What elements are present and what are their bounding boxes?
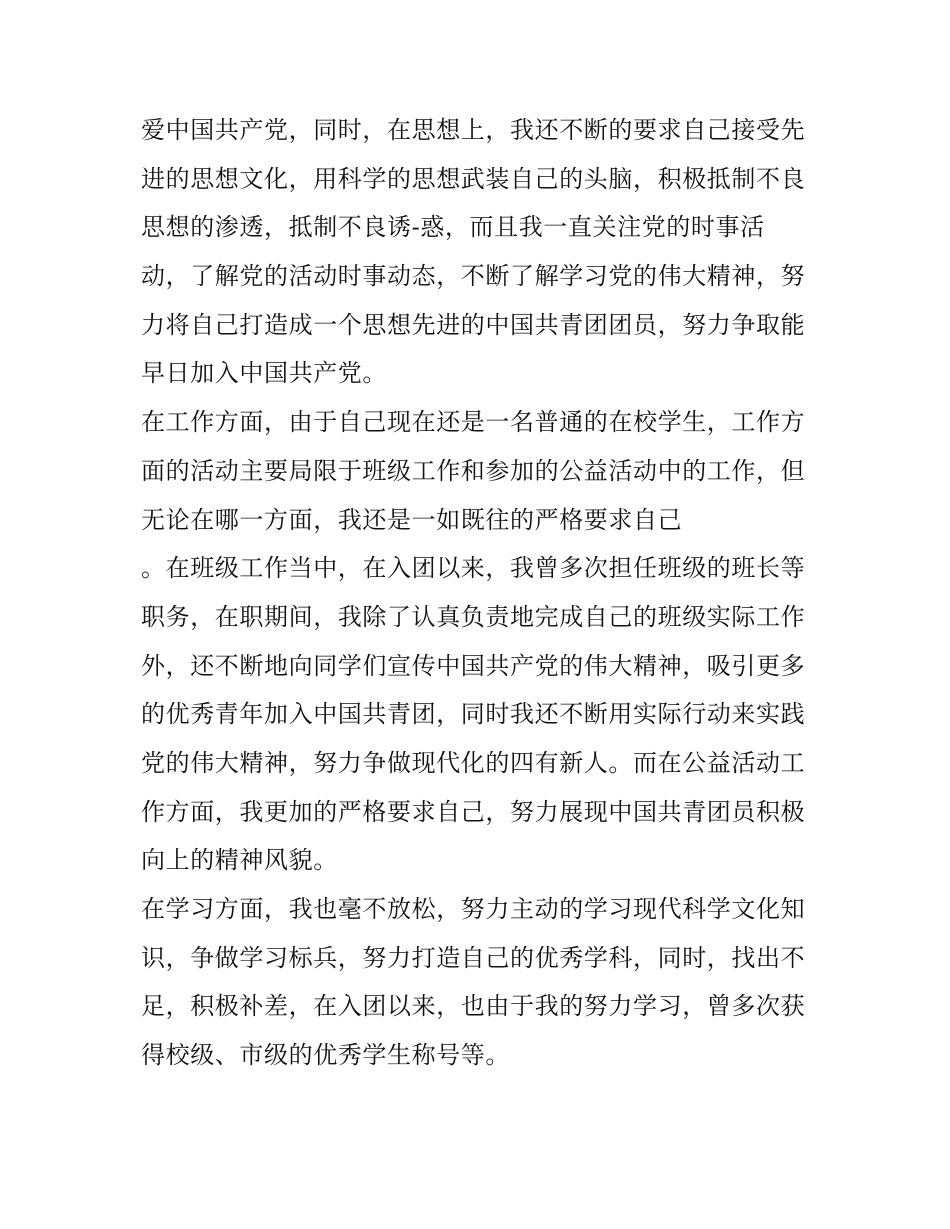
text-line: 在工作方面，由于自己现在还是一名普通的在校学生，工作方 — [141, 408, 806, 437]
text-line: 作方面，我更加的严格要求自己，努力展现中国共青团员积极 — [141, 797, 806, 826]
text-line: 党的伟大精神，努力争做现代化的四有新人。而在公益活动工 — [141, 748, 806, 777]
text-line: 向上的精神风貌。 — [141, 846, 338, 875]
text-line: 进的思想文化，用科学的思想武装自己的头脑，积极抵制不良 — [141, 164, 806, 193]
text-line: 外，还不断地向同学们宣传中国共产党的伟大精神，吸引更多 — [141, 651, 806, 680]
text-line: 足，积极补差，在入团以来，也由于我的努力学习，曾多次获 — [141, 992, 806, 1021]
text-line: 的优秀青年加入中国共青团，同时我还不断用实际行动来实践 — [141, 700, 806, 729]
text-line: 早日加入中国共产党。 — [141, 359, 387, 388]
text-line: 。在班级工作当中，在入团以来，我曾多次担任班级的班长等 — [141, 554, 806, 583]
text-line: 在学习方面，我也毫不放松，努力主动的学习现代科学文化知 — [141, 895, 806, 923]
text-line: 得校级、市级的优秀学生称号等。 — [141, 1041, 510, 1070]
text-line: 力将自己打造成一个思想先进的中国共青团团员，努力争取能 — [141, 310, 806, 339]
text-line: 爱中国共产党，同时，在思想上，我还不断的要求自己接受先 — [141, 116, 806, 144]
text-line: 动，了解党的活动时事动态，不断了解学习党的伟大精神，努 — [141, 262, 806, 291]
body-text — [141, 106, 831, 1080]
text-line: 面的活动主要局限于班级工作和参加的公益活动中的工作，但 — [141, 456, 806, 485]
text-line: 无论在哪一方面，我还是一如既往的严格要求自己 — [141, 505, 683, 534]
text-line: 识，争做学习标兵，努力打造自己的优秀学科，同时，找出不 — [141, 943, 806, 972]
text-line: 思想的渗透，抵制不良诱-惑，而且我一直关注党的时事活 — [141, 213, 765, 242]
text-line: 职务，在职期间，我除了认真负责地完成自己的班级实际工作 — [141, 602, 806, 631]
